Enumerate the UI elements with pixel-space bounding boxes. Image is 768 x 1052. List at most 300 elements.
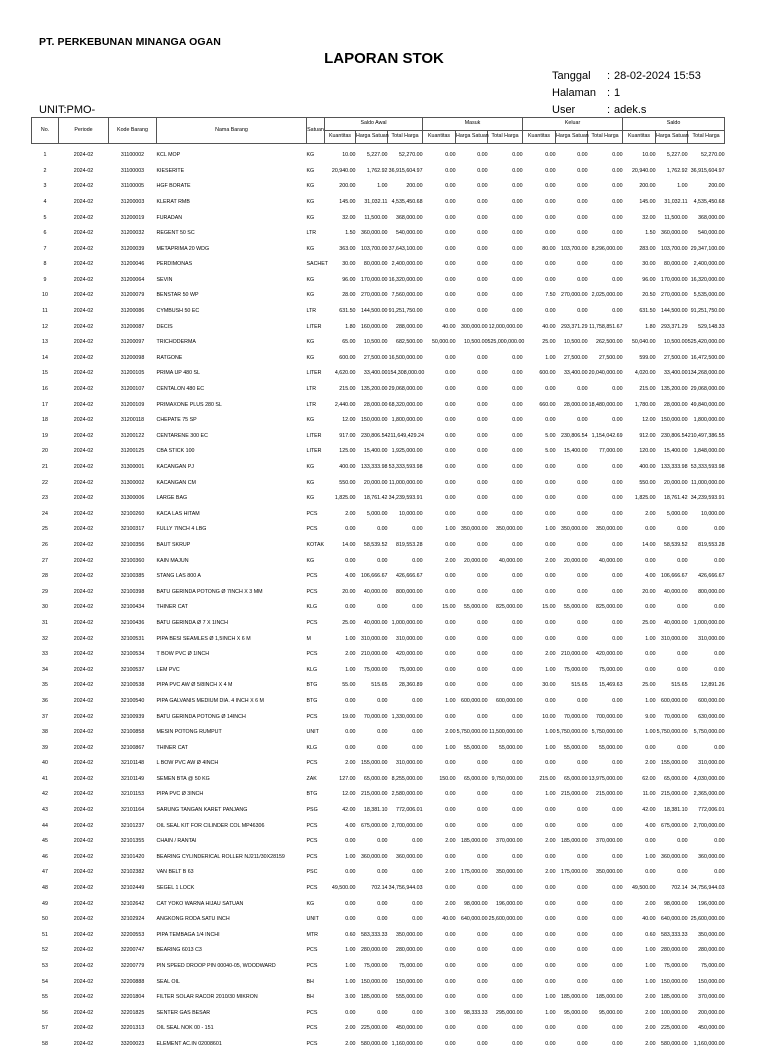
cell-keluar-harga-satuan: 0.00 <box>556 819 588 835</box>
cell-keluar-kuantitas: 0.00 <box>523 195 556 211</box>
cell-row-number: 57 <box>32 1021 59 1037</box>
cell-nama-barang: PIPA TEMBAGA 1/4 INCHI <box>157 928 307 944</box>
cell-row-number: 17 <box>32 398 59 414</box>
cell-masuk-total-harga: 0.00 <box>488 787 523 803</box>
cell-row-number: 40 <box>32 756 59 772</box>
cell-periode: 2024-02 <box>59 850 109 866</box>
cell-keluar-harga-satuan: 15,400.00 <box>556 444 588 460</box>
cell-keluar-kuantitas: 0.00 <box>523 475 556 491</box>
cell-masuk-harga-satuan: 0.00 <box>456 959 488 975</box>
cell-saldo-total-harga: 4,535,450.68 <box>688 195 725 211</box>
cell-masuk-kuantitas: 0.00 <box>423 943 456 959</box>
cell-saldo-harga-satuan: 170,000.00 <box>656 273 688 289</box>
table-row <box>32 273 725 289</box>
cell-saldo-awal-harga-satuan: 75,000.00 <box>356 663 388 679</box>
cell-saldo-kuantitas: 20.00 <box>623 585 656 601</box>
header-total-harga: Total Harga <box>688 131 725 144</box>
cell-saldo-awal-harga-satuan: 40,000.00 <box>356 585 388 601</box>
table-row <box>32 398 725 414</box>
cell-keluar-kuantitas: 660.00 <box>523 398 556 414</box>
cell-saldo-awal-kuantitas: 20,940.00 <box>325 164 356 180</box>
cell-saldo-harga-satuan: 580,000.00 <box>656 1037 688 1052</box>
cell-masuk-total-harga: 0.00 <box>488 242 523 258</box>
cell-masuk-harga-satuan: 0.00 <box>456 538 488 554</box>
cell-saldo-awal-kuantitas: 1.00 <box>325 663 356 679</box>
cell-masuk-harga-satuan: 55,000.00 <box>456 600 488 616</box>
cell-masuk-kuantitas: 40.00 <box>423 320 456 336</box>
cell-masuk-total-harga: 0.00 <box>488 943 523 959</box>
cell-row-number: 21 <box>32 460 59 476</box>
cell-masuk-harga-satuan: 0.00 <box>456 351 488 367</box>
table-row <box>32 366 725 382</box>
cell-masuk-harga-satuan: 0.00 <box>456 366 488 382</box>
cell-keluar-kuantitas: 0.00 <box>523 694 556 710</box>
stock-table <box>31 117 725 1052</box>
cell-nama-barang: SEAL OIL <box>157 974 307 990</box>
cell-nama-barang: CYMBUSH 50 EC <box>157 304 307 320</box>
cell-satuan: LITER <box>307 429 325 445</box>
cell-keluar-total-harga: 370,000.00 <box>588 834 623 850</box>
cell-saldo-kuantitas: 120.00 <box>623 444 656 460</box>
cell-keluar-harga-satuan: 175,000.00 <box>556 865 588 881</box>
cell-kode-barang: 32101164 <box>109 803 157 819</box>
cell-saldo-kuantitas: 2.00 <box>623 507 656 523</box>
cell-keluar-harga-satuan: 0.00 <box>556 928 588 944</box>
cell-saldo-kuantitas: 0.00 <box>623 741 656 757</box>
cell-masuk-harga-satuan: 0.00 <box>456 631 488 647</box>
header-total-harga: Total Harga <box>388 131 423 144</box>
cell-periode: 2024-02 <box>59 865 109 881</box>
cell-keluar-total-harga: 0.00 <box>588 195 623 211</box>
cell-keluar-total-harga: 0.00 <box>588 413 623 429</box>
cell-nama-barang: FULLY 7INCH 4 LBG <box>157 522 307 538</box>
tanggal-value: 28-02-2024 15:53 <box>614 70 701 82</box>
cell-saldo-kuantitas: 0.00 <box>623 647 656 663</box>
cell-masuk-harga-satuan: 0.00 <box>456 242 488 258</box>
cell-masuk-kuantitas: 3.00 <box>423 1006 456 1022</box>
cell-saldo-kuantitas: 0.00 <box>623 834 656 850</box>
cell-saldo-kuantitas: 0.00 <box>623 865 656 881</box>
cell-kode-barang: 32101153 <box>109 787 157 803</box>
cell-saldo-total-harga: 540,000.00 <box>688 226 725 242</box>
cell-saldo-harga-satuan: 360,000.00 <box>656 850 688 866</box>
cell-keluar-total-harga: 0.00 <box>588 897 623 913</box>
cell-keluar-total-harga: 825,000.00 <box>588 600 623 616</box>
cell-periode: 2024-02 <box>59 257 109 273</box>
cell-saldo-harga-satuan: 135,200.00 <box>656 382 688 398</box>
cell-keluar-kuantitas: 0.00 <box>523 897 556 913</box>
cell-keluar-kuantitas: 1.00 <box>523 741 556 757</box>
cell-masuk-total-harga: 0.00 <box>488 460 523 476</box>
cell-saldo-harga-satuan: 583,333.33 <box>656 928 688 944</box>
cell-nama-barang: LEM PVC <box>157 663 307 679</box>
cell-saldo-awal-total-harga: 52,270.00 <box>388 144 423 164</box>
table-row <box>32 210 725 226</box>
table-row <box>32 460 725 476</box>
cell-masuk-harga-satuan: 0.00 <box>456 678 488 694</box>
cell-keluar-total-harga: 0.00 <box>588 850 623 866</box>
cell-row-number: 29 <box>32 585 59 601</box>
cell-saldo-awal-kuantitas: 1.00 <box>325 959 356 975</box>
cell-kode-barang: 32201804 <box>109 990 157 1006</box>
cell-keluar-total-harga: 55,000.00 <box>588 741 623 757</box>
cell-keluar-kuantitas: 30.00 <box>523 678 556 694</box>
cell-keluar-total-harga: 5,750,000.00 <box>588 725 623 741</box>
header-keluar: Keluar <box>523 118 623 131</box>
cell-kode-barang: 31200105 <box>109 366 157 382</box>
cell-saldo-kuantitas: 215.00 <box>623 382 656 398</box>
cell-saldo-harga-satuan: 600,000.00 <box>656 694 688 710</box>
cell-periode: 2024-02 <box>59 413 109 429</box>
cell-periode: 2024-02 <box>59 288 109 304</box>
cell-nama-barang: KACANGAN CM <box>157 475 307 491</box>
cell-kode-barang: 32100538 <box>109 678 157 694</box>
stock-table-body <box>32 144 725 1052</box>
cell-saldo-awal-kuantitas: 363.00 <box>325 242 356 258</box>
cell-periode: 2024-02 <box>59 1006 109 1022</box>
table-row <box>32 959 725 975</box>
cell-masuk-kuantitas: 0.00 <box>423 195 456 211</box>
cell-row-number: 3 <box>32 179 59 195</box>
cell-saldo-awal-total-harga: 37,643,100.00 <box>388 242 423 258</box>
cell-keluar-harga-satuan: 0.00 <box>556 413 588 429</box>
cell-row-number: 38 <box>32 725 59 741</box>
cell-saldo-awal-kuantitas: 49,500.00 <box>325 881 356 897</box>
cell-keluar-harga-satuan: 515.65 <box>556 678 588 694</box>
cell-satuan: KG <box>307 335 325 351</box>
cell-satuan: KG <box>307 273 325 289</box>
cell-kode-barang: 31200118 <box>109 413 157 429</box>
table-row <box>32 195 725 211</box>
cell-periode: 2024-02 <box>59 179 109 195</box>
cell-masuk-total-harga: 0.00 <box>488 382 523 398</box>
cell-saldo-awal-total-harga: 368,000.00 <box>388 210 423 226</box>
cell-saldo-awal-total-harga: 360,000.00 <box>388 850 423 866</box>
cell-keluar-harga-satuan: 0.00 <box>556 616 588 632</box>
cell-saldo-kuantitas: 283.00 <box>623 242 656 258</box>
table-row <box>32 912 725 928</box>
cell-satuan: BTG <box>307 678 325 694</box>
cell-saldo-kuantitas: 1.00 <box>623 725 656 741</box>
cell-saldo-awal-total-harga: 420,000.00 <box>388 647 423 663</box>
cell-saldo-harga-satuan: 5,750,000.00 <box>656 725 688 741</box>
cell-keluar-harga-satuan: 75,000.00 <box>556 663 588 679</box>
cell-saldo-awal-harga-satuan: 702.14 <box>356 881 388 897</box>
cell-masuk-kuantitas: 0.00 <box>423 288 456 304</box>
cell-saldo-total-harga: 10,000.00 <box>688 507 725 523</box>
cell-saldo-awal-kuantitas: 145.00 <box>325 195 356 211</box>
cell-row-number: 42 <box>32 787 59 803</box>
cell-satuan: PCS <box>307 1037 325 1052</box>
cell-saldo-awal-total-harga: 450,000.00 <box>388 1021 423 1037</box>
cell-keluar-harga-satuan: 5,750,000.00 <box>556 725 588 741</box>
cell-saldo-kuantitas: 14.00 <box>623 538 656 554</box>
cell-masuk-harga-satuan: 0.00 <box>456 288 488 304</box>
cell-satuan: BTG <box>307 787 325 803</box>
cell-keluar-total-harga: 0.00 <box>588 819 623 835</box>
cell-satuan: KOTAK <box>307 538 325 554</box>
cell-saldo-awal-total-harga: 2,580,000.00 <box>388 787 423 803</box>
cell-keluar-total-harga: 0.00 <box>588 257 623 273</box>
table-row <box>32 144 725 164</box>
cell-keluar-harga-satuan: 0.00 <box>556 694 588 710</box>
cell-masuk-total-harga: 0.00 <box>488 429 523 445</box>
cell-row-number: 19 <box>32 429 59 445</box>
cell-keluar-total-harga: 0.00 <box>588 943 623 959</box>
cell-kode-barang: 32100534 <box>109 647 157 663</box>
cell-kode-barang: 31200003 <box>109 195 157 211</box>
cell-nama-barang: L BOW PVC AW Ø 4INCH <box>157 756 307 772</box>
table-row <box>32 725 725 741</box>
cell-kode-barang: 32100398 <box>109 585 157 601</box>
cell-saldo-total-harga: 0.00 <box>688 647 725 663</box>
cell-row-number: 53 <box>32 959 59 975</box>
cell-nama-barang: RATGONE <box>157 351 307 367</box>
cell-keluar-total-harga: 75,000.00 <box>588 663 623 679</box>
cell-masuk-total-harga: 0.00 <box>488 507 523 523</box>
cell-nama-barang: THINER CAT <box>157 741 307 757</box>
cell-saldo-awal-total-harga: 0.00 <box>388 600 423 616</box>
cell-row-number: 26 <box>32 538 59 554</box>
cell-nama-barang: OIL SEAL KIT FOR CILINDER COL MP46306 <box>157 819 307 835</box>
table-row <box>32 974 725 990</box>
cell-masuk-total-harga: 0.00 <box>488 491 523 507</box>
cell-masuk-kuantitas: 0.00 <box>423 226 456 242</box>
cell-nama-barang: CHEPATE 75 SP <box>157 413 307 429</box>
cell-saldo-total-harga: 52,270.00 <box>688 144 725 164</box>
table-row <box>32 897 725 913</box>
cell-saldo-awal-harga-satuan: 0.00 <box>356 725 388 741</box>
cell-saldo-total-harga: 49,840,000.00 <box>688 398 725 414</box>
cell-periode: 2024-02 <box>59 678 109 694</box>
cell-keluar-harga-satuan: 0.00 <box>556 273 588 289</box>
cell-row-number: 52 <box>32 943 59 959</box>
cell-saldo-awal-harga-satuan: 270,000.00 <box>356 288 388 304</box>
cell-saldo-awal-kuantitas: 65.00 <box>325 335 356 351</box>
cell-keluar-total-harga: 0.00 <box>588 304 623 320</box>
cell-satuan: LITER <box>307 366 325 382</box>
cell-kode-barang: 31300006 <box>109 491 157 507</box>
cell-saldo-awal-total-harga: 53,333,593.98 <box>388 460 423 476</box>
cell-periode: 2024-02 <box>59 144 109 164</box>
cell-masuk-total-harga: 0.00 <box>488 538 523 554</box>
cell-kode-barang: 32100260 <box>109 507 157 523</box>
cell-satuan: PCS <box>307 834 325 850</box>
cell-saldo-awal-total-harga: 1,160,000.00 <box>388 1037 423 1052</box>
cell-keluar-total-harga: 27,500.00 <box>588 351 623 367</box>
table-row <box>32 943 725 959</box>
cell-saldo-harga-satuan: 1,762.92 <box>656 164 688 180</box>
cell-saldo-harga-satuan: 0.00 <box>656 865 688 881</box>
cell-masuk-kuantitas: 0.00 <box>423 928 456 944</box>
cell-keluar-total-harga: 0.00 <box>588 210 623 226</box>
cell-keluar-harga-satuan: 350,000.00 <box>556 522 588 538</box>
cell-saldo-kuantitas: 599.00 <box>623 351 656 367</box>
user-value: adek.s <box>614 104 646 116</box>
cell-kode-barang: 31200109 <box>109 398 157 414</box>
header-masuk: Masuk <box>423 118 523 131</box>
cell-saldo-total-harga: 5,750,000.00 <box>688 725 725 741</box>
cell-saldo-awal-harga-satuan: 360,000.00 <box>356 850 388 866</box>
cell-saldo-awal-kuantitas: 1.00 <box>325 974 356 990</box>
cell-keluar-harga-satuan: 293,371.29 <box>556 320 588 336</box>
cell-saldo-awal-kuantitas: 1,825.00 <box>325 491 356 507</box>
cell-saldo-awal-harga-satuan: 0.00 <box>356 522 388 538</box>
cell-keluar-kuantitas: 0.00 <box>523 144 556 164</box>
cell-saldo-awal-harga-satuan: 150,000.00 <box>356 413 388 429</box>
cell-masuk-kuantitas: 0.00 <box>423 507 456 523</box>
cell-row-number: 37 <box>32 709 59 725</box>
cell-periode: 2024-02 <box>59 320 109 336</box>
cell-saldo-awal-total-harga: 75,000.00 <box>388 959 423 975</box>
cell-row-number: 48 <box>32 881 59 897</box>
cell-masuk-harga-satuan: 0.00 <box>456 1021 488 1037</box>
cell-keluar-kuantitas: 0.00 <box>523 1021 556 1037</box>
cell-saldo-awal-total-harga: 0.00 <box>388 1006 423 1022</box>
cell-keluar-kuantitas: 0.00 <box>523 304 556 320</box>
cell-saldo-awal-kuantitas: 2.00 <box>325 1037 356 1052</box>
cell-keluar-harga-satuan: 0.00 <box>556 1037 588 1052</box>
cell-keluar-total-harga: 0.00 <box>588 756 623 772</box>
cell-masuk-harga-satuan: 0.00 <box>456 585 488 601</box>
cell-saldo-awal-harga-satuan: 40,000.00 <box>356 616 388 632</box>
table-row <box>32 507 725 523</box>
cell-masuk-kuantitas: 0.00 <box>423 663 456 679</box>
cell-saldo-total-harga: 525,420,000.00 <box>688 335 725 351</box>
cell-masuk-kuantitas: 0.00 <box>423 756 456 772</box>
cell-periode: 2024-02 <box>59 304 109 320</box>
cell-keluar-harga-satuan: 28,000.00 <box>556 398 588 414</box>
cell-keluar-kuantitas: 0.00 <box>523 928 556 944</box>
cell-saldo-awal-harga-satuan: 230,806.54 <box>356 429 388 445</box>
cell-keluar-total-harga: 0.00 <box>588 959 623 975</box>
cell-periode: 2024-02 <box>59 943 109 959</box>
cell-keluar-kuantitas: 0.00 <box>523 756 556 772</box>
cell-keluar-kuantitas: 0.00 <box>523 803 556 819</box>
cell-saldo-awal-total-harga: 0.00 <box>388 741 423 757</box>
cell-keluar-kuantitas: 0.00 <box>523 1037 556 1052</box>
cell-saldo-awal-kuantitas: 12.00 <box>325 413 356 429</box>
cell-saldo-total-harga: 772,006.01 <box>688 803 725 819</box>
cell-saldo-awal-kuantitas: 96.00 <box>325 273 356 289</box>
cell-masuk-harga-satuan: 0.00 <box>456 803 488 819</box>
cell-periode: 2024-02 <box>59 569 109 585</box>
cell-saldo-awal-total-harga: 288,000.00 <box>388 320 423 336</box>
cell-saldo-kuantitas: 2.00 <box>623 756 656 772</box>
cell-masuk-harga-satuan: 0.00 <box>456 429 488 445</box>
cell-keluar-total-harga: 0.00 <box>588 569 623 585</box>
cell-saldo-awal-total-harga: 2,700,000.00 <box>388 819 423 835</box>
cell-kode-barang: 32101420 <box>109 850 157 866</box>
cell-saldo-kuantitas: 631.50 <box>623 304 656 320</box>
cell-keluar-total-harga: 0.00 <box>588 538 623 554</box>
cell-masuk-total-harga: 55,000.00 <box>488 741 523 757</box>
cell-masuk-kuantitas: 1.00 <box>423 741 456 757</box>
cell-saldo-awal-kuantitas: 0.00 <box>325 553 356 569</box>
cell-saldo-harga-satuan: 0.00 <box>656 647 688 663</box>
cell-masuk-total-harga: 0.00 <box>488 647 523 663</box>
cell-saldo-kuantitas: 25.00 <box>623 678 656 694</box>
cell-saldo-total-harga: 5,535,000.00 <box>688 288 725 304</box>
cell-row-number: 55 <box>32 990 59 1006</box>
table-row <box>32 553 725 569</box>
cell-nama-barang: CENTALON 480 EC <box>157 382 307 398</box>
cell-satuan: PCS <box>307 647 325 663</box>
cell-satuan: BH <box>307 974 325 990</box>
cell-keluar-harga-satuan: 0.00 <box>556 304 588 320</box>
report-title: LAPORAN STOK <box>0 50 768 67</box>
cell-row-number: 31 <box>32 616 59 632</box>
cell-satuan: PCS <box>307 709 325 725</box>
cell-saldo-awal-kuantitas: 2.00 <box>325 647 356 663</box>
cell-keluar-kuantitas: 1.00 <box>523 1006 556 1022</box>
cell-saldo-total-harga: 360,000.00 <box>688 850 725 866</box>
cell-saldo-awal-total-harga: 682,500.00 <box>388 335 423 351</box>
cell-saldo-total-harga: 819,553.28 <box>688 538 725 554</box>
cell-nama-barang: PERDIMONAS <box>157 257 307 273</box>
table-row <box>32 694 725 710</box>
cell-nama-barang: SENTER GAS BESAR <box>157 1006 307 1022</box>
table-row <box>32 1021 725 1037</box>
cell-masuk-kuantitas: 0.00 <box>423 678 456 694</box>
cell-periode: 2024-02 <box>59 600 109 616</box>
cell-masuk-harga-satuan: 0.00 <box>456 881 488 897</box>
table-row <box>32 772 725 788</box>
cell-keluar-kuantitas: 1.00 <box>523 351 556 367</box>
cell-saldo-kuantitas: 1.80 <box>623 320 656 336</box>
cell-masuk-total-harga: 350,000.00 <box>488 865 523 881</box>
cell-saldo-harga-satuan: 360,000.00 <box>656 226 688 242</box>
cell-nama-barang: CBA STICK 100 <box>157 444 307 460</box>
cell-keluar-total-harga: 0.00 <box>588 616 623 632</box>
cell-saldo-harga-satuan: 15,400.00 <box>656 444 688 460</box>
cell-masuk-kuantitas: 0.00 <box>423 974 456 990</box>
cell-periode: 2024-02 <box>59 398 109 414</box>
cell-saldo-awal-harga-satuan: 11,500.00 <box>356 210 388 226</box>
cell-saldo-awal-total-harga: 16,320,000.00 <box>388 273 423 289</box>
cell-masuk-harga-satuan: 98,333.33 <box>456 1006 488 1022</box>
cell-saldo-kuantitas: 10.00 <box>623 144 656 164</box>
cell-masuk-harga-satuan: 0.00 <box>456 491 488 507</box>
cell-saldo-harga-satuan: 31,032.11 <box>656 195 688 211</box>
cell-periode: 2024-02 <box>59 974 109 990</box>
cell-keluar-total-harga: 700,000.00 <box>588 709 623 725</box>
cell-saldo-awal-harga-satuan: 160,000.00 <box>356 320 388 336</box>
cell-saldo-awal-total-harga: 11,000,000.00 <box>388 475 423 491</box>
cell-satuan: KG <box>307 164 325 180</box>
cell-saldo-harga-satuan: 0.00 <box>656 553 688 569</box>
cell-nama-barang: THINER CAT <box>157 600 307 616</box>
cell-satuan: KG <box>307 413 325 429</box>
cell-masuk-total-harga: 0.00 <box>488 1021 523 1037</box>
cell-masuk-harga-satuan: 5,750,000.00 <box>456 725 488 741</box>
cell-keluar-total-harga: 0.00 <box>588 631 623 647</box>
cell-kode-barang: 32102642 <box>109 897 157 913</box>
cell-saldo-kuantitas: 0.00 <box>623 522 656 538</box>
cell-keluar-harga-satuan: 185,000.00 <box>556 990 588 1006</box>
cell-keluar-harga-satuan: 95,000.00 <box>556 1006 588 1022</box>
cell-saldo-awal-kuantitas: 125.00 <box>325 444 356 460</box>
cell-saldo-awal-kuantitas: 1.80 <box>325 320 356 336</box>
cell-masuk-harga-satuan: 20,000.00 <box>456 553 488 569</box>
cell-saldo-total-harga: 1,160,000.00 <box>688 1037 725 1052</box>
cell-keluar-kuantitas: 80.00 <box>523 242 556 258</box>
cell-nama-barang: CAT YOKO WARNA HIJAU SATUAN <box>157 897 307 913</box>
cell-kode-barang: 31200097 <box>109 335 157 351</box>
cell-nama-barang: BAUT SKRUP <box>157 538 307 554</box>
cell-keluar-kuantitas: 25.00 <box>523 335 556 351</box>
company-name: PT. PERKEBUNAN MINANGA OGAN <box>39 36 221 48</box>
